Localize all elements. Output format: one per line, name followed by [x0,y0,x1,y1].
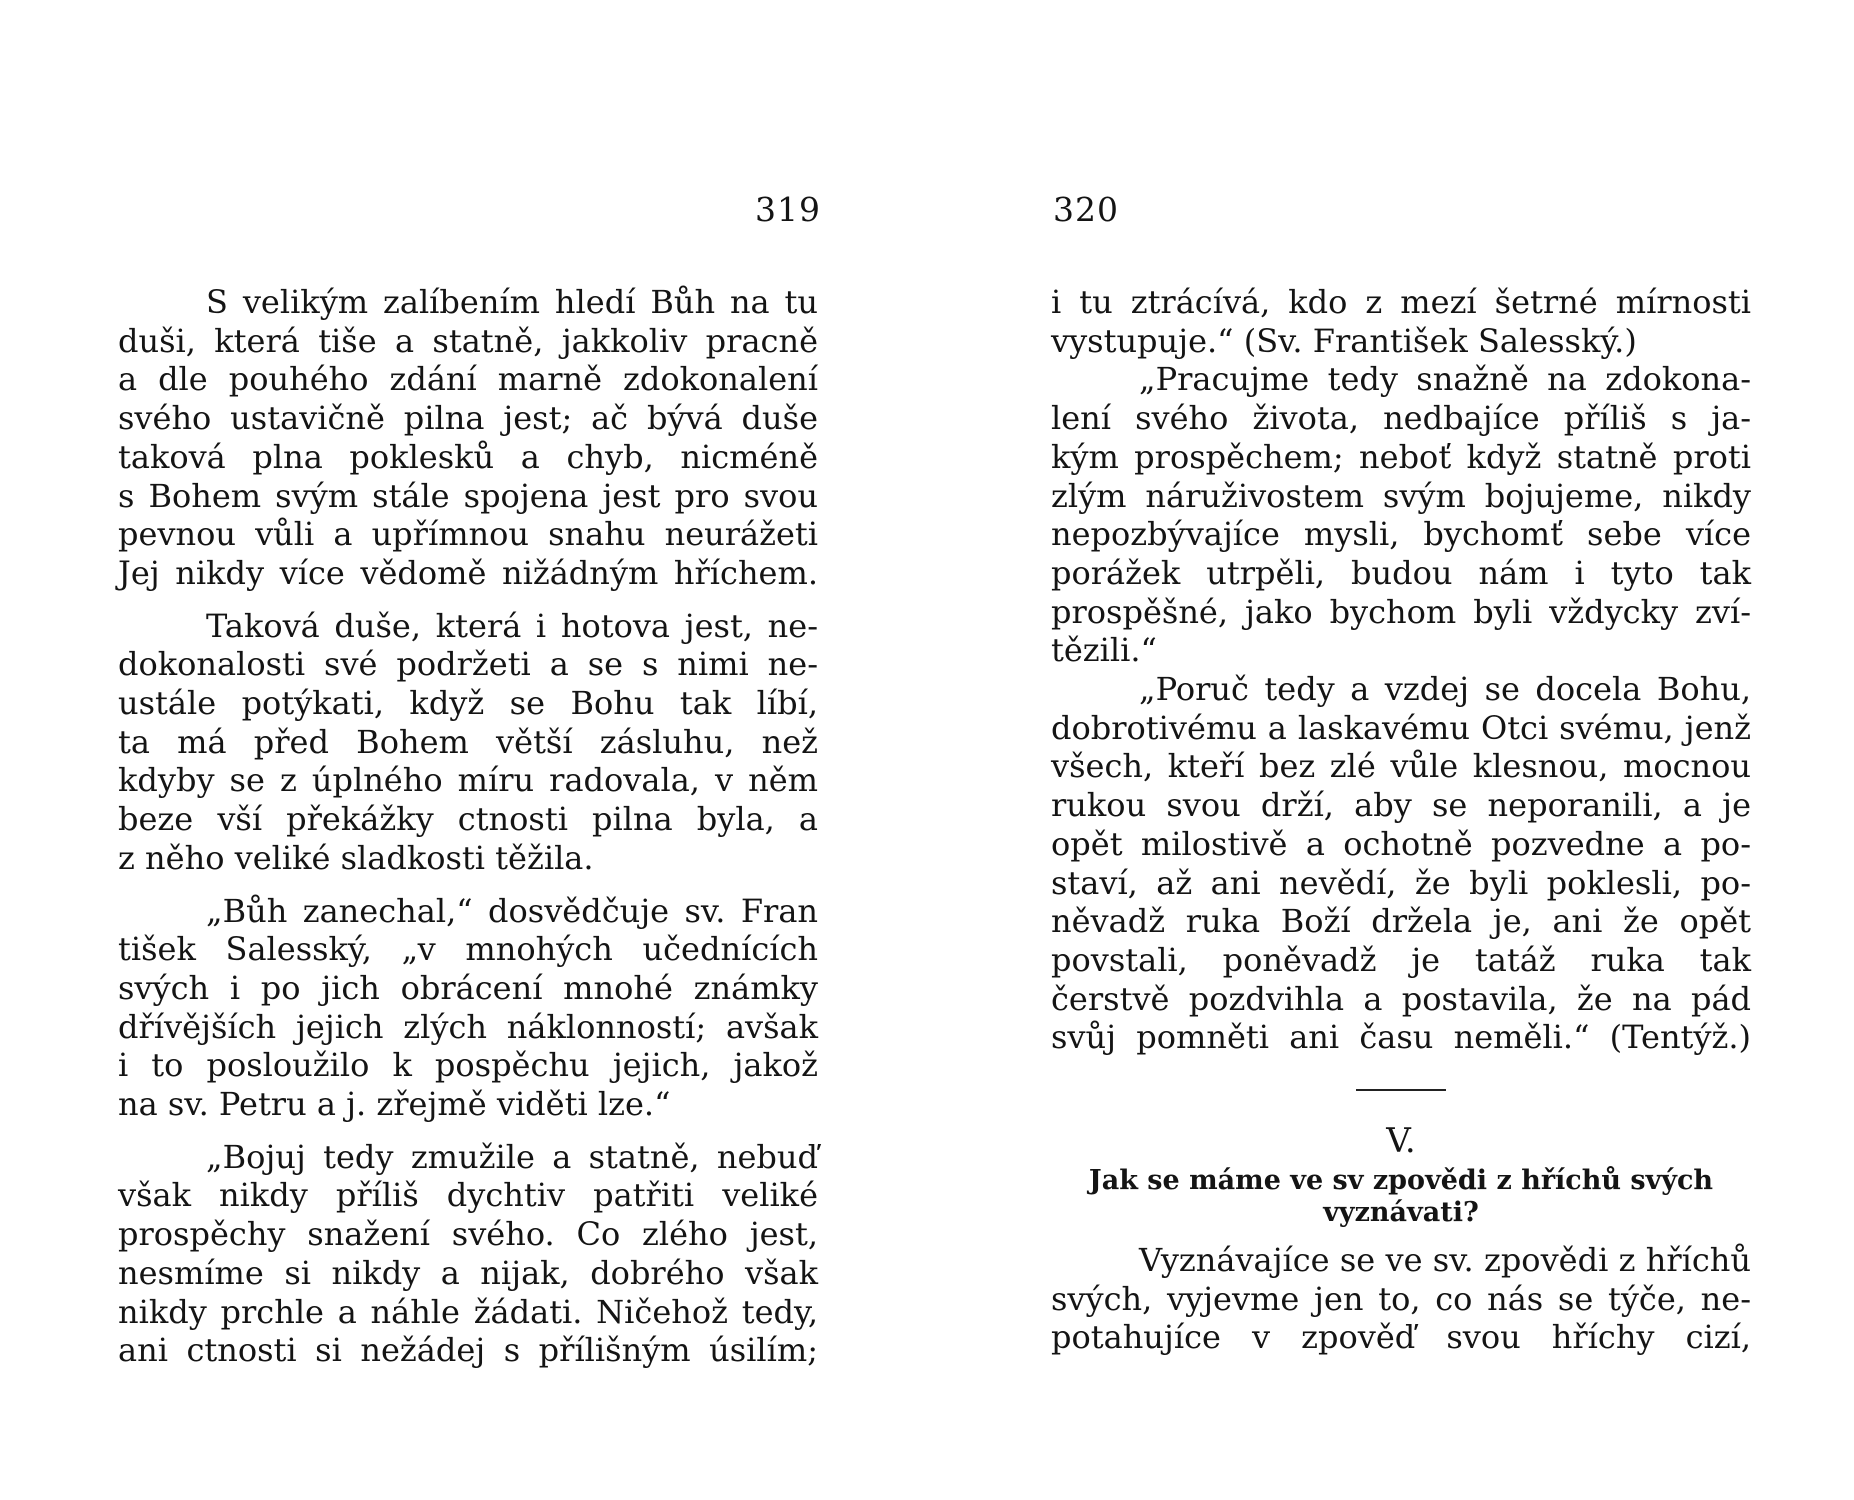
text-line: povstali, poněvadž je tatáž ruka tak [1051,940,1751,979]
text-line: kdyby se z úplného míru radovala, v něm [118,761,818,800]
text-line: i to posloužilo k pospěchu jejich, jakož [118,1046,818,1085]
text-line: dokonalosti své podržeti a se s nimi ne- [118,645,818,684]
text-line: Vyznávajíce se ve sv. zpovědi z hříchů [1139,1241,1751,1280]
text-line: duši, která tiše a statně, jakkoliv pracně [118,321,818,360]
text-line: ani ctnosti si nežádej s přílišným úsilím; [118,1331,818,1370]
paragraph [1051,360,1751,670]
text-line: dřívějších jejich zlých náklonností; avšak [118,1007,818,1046]
text-line: s Bohem svým stále spojena jest pro svou [118,476,818,515]
text-line: však nikdy příliš dychtiv patřiti veliké [118,1176,818,1215]
page-number: 320 [1053,190,1119,229]
text-line: „Pracujme tedy snažně na zdokona- [1139,360,1751,399]
text-line: a dle pouhého zdání marně zdokonalení [118,360,818,399]
text-line: nesmíme si nikdy a nijak, dobrého však [118,1253,818,1292]
text-line: lení svého života, nedbajíce příliš s ja- [1051,399,1751,438]
section-title [1051,1165,1751,1229]
text-line: z něho veliké sladkosti těžila. [118,838,594,877]
section-title-line: Jak se máme ve sv zpovědi z hříchů svých [1088,1165,1714,1197]
text-line: i tu ztrácívá, kdo z mezí šetrné mírnosti [1051,283,1751,321]
text-line: nepozbývajíce mysli, bychomť sebe více [1051,515,1751,554]
text-line: „Poruč tedy a vzdej se docela Bohu, [1139,670,1751,709]
text-line: Jej nikdy více vědomě nižádným hříchem. [118,553,818,592]
text-line: ustále potýkati, když se Bohu tak líbí, [118,684,818,723]
section-title-line: vyznávati? [1323,1197,1479,1229]
text-line: svůj pomněti ani času neměli.“ (Tentýž.) [1051,1018,1751,1057]
text-line: Taková duše, která i hotova jest, ne- [206,606,818,645]
text-line: taková plna poklesků a chyb, nicméně [118,437,818,476]
paragraph [118,892,818,1124]
text-line: svých, vyjevme jen to, co nás se týče, ne- [1051,1279,1751,1318]
text-line: ta má před Bohem větší zásluhu, než [118,722,818,761]
text-line: něvadž ruka Boží držela je, ani že opět [1051,902,1751,941]
text-line: svého ustavičně pilna jest; ač bývá duše [118,399,818,438]
text-line: „Bojuj tedy zmužile a statně, nebuď [206,1137,818,1176]
text-line: potahujíce v zpověď svou hříchy cizí, [1051,1318,1751,1357]
text-line: svých i po jich obrácení mnohé známky [118,968,818,1007]
page-number: 319 [755,190,821,229]
paragraph [1051,1241,1751,1357]
section-divider [1356,1089,1446,1091]
text-line: beze vší překážky ctnosti pilna byla, a [118,800,818,839]
text-line: „Bůh zanechal,“ dosvědčuje sv. Fran [206,891,818,930]
text-line: všech, kteří bez zlé vůle klesnou, mocnou [1051,747,1751,786]
text-line: tišek Salesský, „v mnohých učednících [118,930,818,969]
text-line: opět milostivě a ochotně pozvedne a po- [1051,824,1751,863]
right-page [927,0,1854,1500]
text-line: zlým náruživostem svým bojujeme, nikdy [1051,476,1751,515]
text-line: rukou svou drží, aby se neporanili, a je [1051,786,1751,825]
text-line: nikdy prchle a náhle žádati. Ničehož tedy, [118,1292,818,1331]
text-column [118,283,818,1370]
text-line: čerstvě pozdvihla a postavila, že na pád [1051,979,1751,1018]
text-line: staví, až ani nevědí, že byli poklesli, po- [1051,863,1751,902]
text-line: prospěšné, jako bychom byli vždycky zví- [1051,592,1751,631]
text-line: porážek utrpěli, budou nám i tyto tak [1051,553,1751,592]
text-column [1051,283,1751,1357]
text-line: pevnou vůli a upřímnou snahu neurážeti [118,515,818,554]
paragraph [118,1138,818,1370]
section-numeral: V. [1386,1121,1416,1162]
paragraph [1051,670,1751,1057]
paragraph [118,607,818,878]
text-line: kým prospěchem; neboť když statně proti [1051,437,1751,476]
paragraph [1051,283,1751,360]
text-line: vystupuje.“ (Sv. František Salesský.) [1051,321,1637,360]
text-line: S velikým zalíbením hledí Bůh na tu [206,283,818,321]
paragraph [118,283,818,593]
text-line: na sv. Petru a j. zřejmě viděti lze.“ [118,1085,671,1124]
text-line: prospěchy snažení svého. Co zlého jest, [118,1215,818,1254]
text-line: tězili.“ [1051,631,1157,670]
text-line: dobrotivému a laskavému Otci svému, jenž [1051,708,1751,747]
